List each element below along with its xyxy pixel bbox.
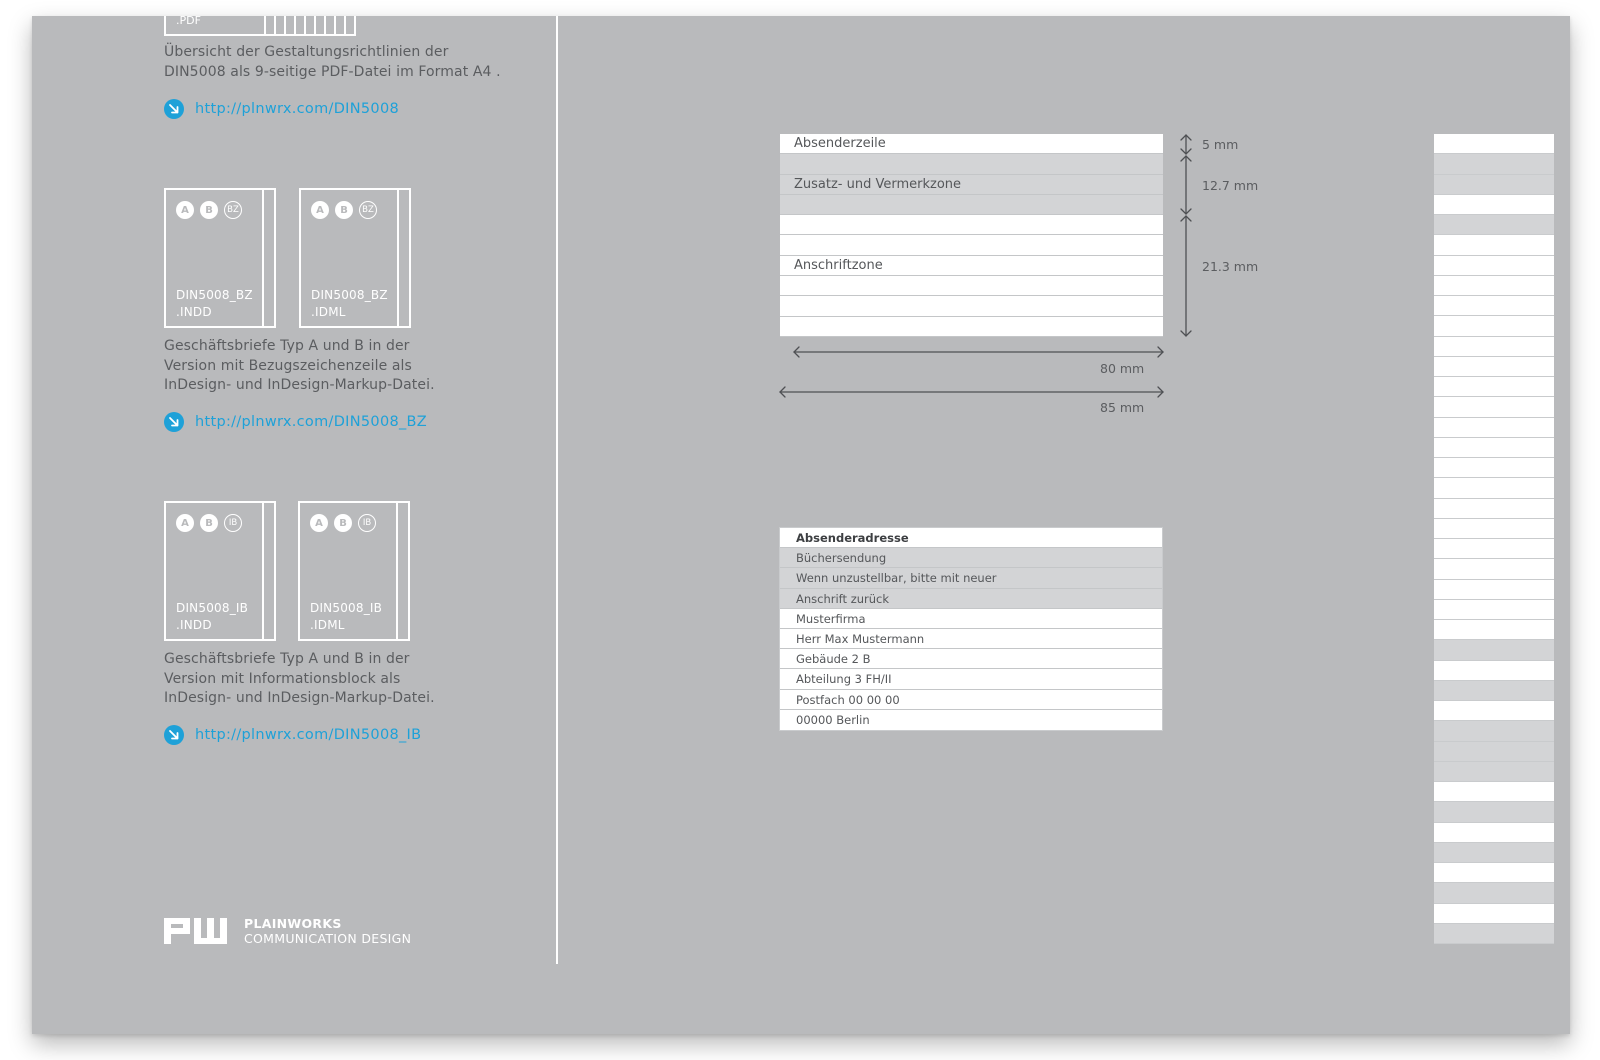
badge-b: B (200, 514, 218, 532)
brand-tagline: COMMUNICATION DESIGN (244, 931, 412, 946)
field-row (780, 276, 1163, 296)
address-row: Postfach 00 00 00 (780, 690, 1162, 710)
note-zone: Zusatz- und Vermerkzone (780, 175, 1163, 195)
pdf-file-card (164, 16, 356, 36)
file-name: DIN5008_IB .INDD (176, 601, 249, 632)
file-name: DIN5008_IB .IDML (310, 601, 383, 632)
badge-a: A (310, 514, 328, 532)
badge-bz: BZ (359, 201, 377, 219)
address-zone: Anschriftzone (780, 256, 1163, 276)
address-row: Abteilung 3 FH/II (780, 669, 1162, 689)
sender-line-zone: Absenderzeile (780, 134, 1163, 154)
document-sheet (32, 16, 1570, 1034)
pdf-link-row[interactable] (164, 99, 399, 119)
address-row: Gebäude 2 B (780, 649, 1162, 669)
measure-address-height: 21.3 mm (1202, 259, 1259, 274)
address-field-diagram (780, 134, 1163, 337)
pdf-download-link[interactable]: http://plnwrx.com/DIN5008 (195, 101, 400, 117)
measure-inner-width: 80 mm (1100, 361, 1145, 376)
measure-outer-width: 85 mm (1100, 400, 1145, 415)
arrow-down-right-icon (164, 725, 184, 745)
arrow-down-right-icon (164, 99, 184, 119)
address-row: Anschrift zurück (780, 589, 1162, 609)
address-row: Herr Max Mustermann (780, 629, 1162, 649)
plainworks-logo (164, 918, 228, 944)
ib-description: Geschäftsbriefe Typ A und B in der Version mit Informationsblock als InDesign- und InDesign-Markup-Datei. (164, 651, 435, 706)
letter-page-edge (1434, 134, 1554, 944)
badge-group (311, 201, 377, 219)
arrow-down-right-icon (164, 412, 184, 432)
badge-ib: IB (224, 514, 242, 532)
bz-link-row[interactable] (164, 412, 427, 432)
pdf-page-strip (264, 16, 354, 34)
file-card-ib-indd[interactable] (164, 501, 276, 641)
badge-ib: IB (358, 514, 376, 532)
field-row (780, 235, 1163, 255)
address-row: Wenn unzustellbar, bitte mit neuer (780, 568, 1162, 588)
bz-description: Geschäftsbriefe Typ A und B in der Version mit Bezugszeichenzeile als InDesign- und InDesign-Markup-Datei. (164, 338, 435, 393)
field-row (780, 195, 1163, 215)
address-row: Musterfirma (780, 609, 1162, 629)
vertical-dimension-arrows (1172, 130, 1202, 340)
badge-group (176, 201, 242, 219)
field-row (780, 317, 1163, 337)
address-row: Absenderadresse (780, 528, 1162, 548)
address-example-table (779, 527, 1163, 731)
badge-b: B (335, 201, 353, 219)
badge-b: B (200, 201, 218, 219)
badge-group (176, 514, 242, 532)
brand-name: PLAINWORKS (244, 916, 342, 931)
file-name: DIN5008_BZ .IDML (311, 288, 388, 319)
measure-note-height: 12.7 mm (1202, 178, 1259, 193)
pdf-file-ext: .PDF (176, 16, 201, 27)
measure-sender-height: 5 mm (1202, 137, 1239, 152)
file-name: DIN5008_BZ .INDD (176, 288, 253, 319)
address-row: Büchersendung (780, 548, 1162, 568)
column-divider (556, 16, 558, 964)
address-row: 00000 Berlin (780, 710, 1162, 730)
file-card-bz-idml[interactable] (299, 188, 411, 328)
field-row (780, 215, 1163, 235)
badge-b: B (334, 514, 352, 532)
badge-a: A (176, 514, 194, 532)
pdf-description: Übersicht der Gestaltungsrichtlinien der DIN5008 als 9-seitige PDF-Datei im Format A4 . (164, 44, 501, 80)
badge-bz: BZ (224, 201, 242, 219)
field-row (780, 154, 1163, 174)
bz-download-link[interactable]: http://plnwrx.com/DIN5008_BZ (195, 414, 428, 430)
ib-link-row[interactable] (164, 725, 421, 745)
field-row (780, 296, 1163, 316)
badge-a: A (311, 201, 329, 219)
file-card-bz-indd[interactable] (164, 188, 276, 328)
badge-group (310, 514, 376, 532)
file-card-ib-idml[interactable] (298, 501, 410, 641)
badge-a: A (176, 201, 194, 219)
ib-download-link[interactable]: http://plnwrx.com/DIN5008_IB (195, 727, 422, 743)
